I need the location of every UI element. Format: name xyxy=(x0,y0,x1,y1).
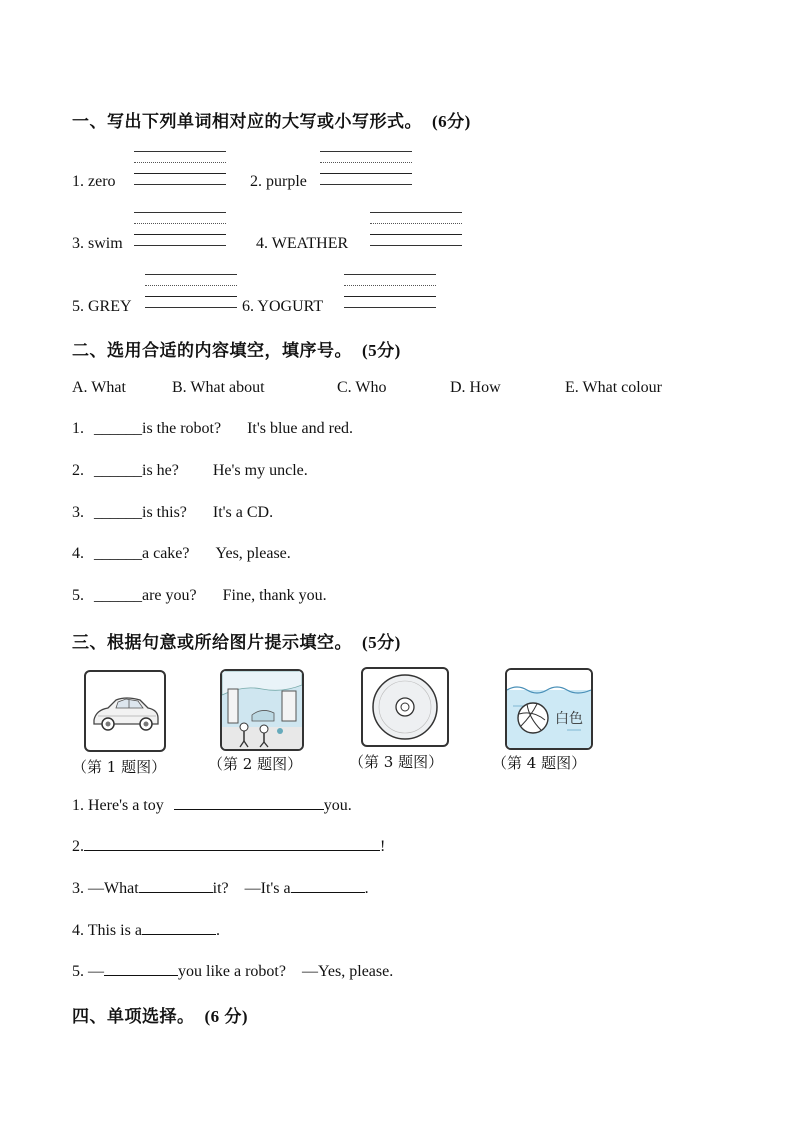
s1-item-word: WEATHER xyxy=(271,235,349,252)
section4-title: 四、单项选择。 xyxy=(72,1007,195,1026)
cd-icon xyxy=(363,669,447,745)
s3-text: 3. —What xyxy=(72,880,139,897)
s1-item-5 xyxy=(72,298,132,316)
s1-item-num: 5. xyxy=(72,298,84,315)
writing-lines-6[interactable] xyxy=(344,274,436,308)
picture-1-car xyxy=(84,670,166,752)
caption-3: （第 3 题图） xyxy=(349,753,444,771)
section4-points: (6 分) xyxy=(204,1007,249,1026)
option-b: B. What about xyxy=(172,379,265,396)
section1-title: 一、写出下列单词相对应的大写或小写形式。 xyxy=(72,112,422,131)
s1-item-word: swim xyxy=(88,235,123,252)
s3-item-2 xyxy=(72,836,385,856)
s2-question: is the robot? xyxy=(142,420,222,437)
option-d: D. How xyxy=(450,379,501,396)
answer-blank[interactable] xyxy=(104,961,178,976)
s3-text: ! xyxy=(380,838,386,855)
s3-text: 4. This is a xyxy=(72,922,142,939)
s3-text: . xyxy=(364,880,369,897)
s1-item-word: purple xyxy=(266,173,307,190)
option-a: A. What xyxy=(72,379,126,396)
s1-item-2 xyxy=(250,173,307,191)
s3-text: you like a robot? —Yes, please. xyxy=(178,963,394,980)
answer-blank[interactable] xyxy=(139,878,213,893)
s3-text: 1. Here's a toy xyxy=(72,797,168,814)
car-icon xyxy=(86,672,164,750)
s3-item-1 xyxy=(72,795,352,815)
picture-2-scene xyxy=(220,669,304,751)
s2-answer: He's my uncle. xyxy=(212,462,308,479)
caption-1: （第 1 题图） xyxy=(72,758,167,776)
section3-points: (5分) xyxy=(362,633,401,652)
section1-points: (6分) xyxy=(432,112,471,131)
answer-blank[interactable]: ______ xyxy=(94,587,142,604)
s2-item-3 xyxy=(72,504,273,522)
section3-heading xyxy=(72,628,401,653)
s1-item-1 xyxy=(72,173,116,191)
s3-text: 2. xyxy=(72,838,84,855)
section2-title: 二、选用合适的内容填空，填序号。 xyxy=(72,341,352,360)
section1-heading xyxy=(72,107,471,132)
answer-blank[interactable] xyxy=(291,878,365,893)
writing-lines-4[interactable] xyxy=(370,212,462,246)
writing-lines-2[interactable] xyxy=(320,151,412,185)
s1-item-3 xyxy=(72,235,123,253)
street-scene-icon xyxy=(222,671,302,749)
s3-item-5 xyxy=(72,961,393,981)
picture-3-cd xyxy=(361,667,449,747)
option-e: E. What colour xyxy=(565,379,663,396)
s2-item-2 xyxy=(72,462,308,480)
answer-blank[interactable] xyxy=(84,836,380,851)
answer-blank[interactable] xyxy=(174,795,324,810)
s1-item-word: zero xyxy=(88,173,116,190)
section2-heading xyxy=(72,336,401,361)
s2-num: 4. xyxy=(72,545,84,562)
option-c: C. Who xyxy=(337,379,387,396)
s2-num: 1. xyxy=(72,420,84,437)
s2-num: 2. xyxy=(72,462,84,479)
section4-heading xyxy=(72,1002,248,1027)
s2-question: is he? xyxy=(142,462,179,479)
s1-item-num: 3. xyxy=(72,235,84,252)
section3-title: 三、根据句意或所给图片提示填空。 xyxy=(72,633,352,652)
s1-item-word: GREY xyxy=(88,298,132,315)
s3-item-4 xyxy=(72,920,220,940)
s2-num: 5. xyxy=(72,587,84,604)
caption-4: （第 4 题图） xyxy=(492,754,587,772)
answer-blank[interactable]: ______ xyxy=(94,462,142,479)
s2-answer: Yes, please. xyxy=(215,545,291,562)
s3-text: you. xyxy=(323,797,352,814)
s3-text: it? —It's a xyxy=(212,880,291,897)
s2-answer: It's blue and red. xyxy=(247,420,354,437)
s2-answer: It's a CD. xyxy=(212,504,274,521)
s2-question: a cake? xyxy=(142,545,190,562)
caption-2: （第 2 题图） xyxy=(208,755,303,773)
s1-item-num: 6. xyxy=(242,298,254,315)
section2-points: (5分) xyxy=(362,341,401,360)
s2-item-5 xyxy=(72,587,327,605)
s1-item-word: YOGURT xyxy=(257,298,324,315)
s2-item-1 xyxy=(72,420,353,438)
color-label: 白色 xyxy=(555,711,583,727)
s3-text: . xyxy=(215,922,220,939)
s2-item-4 xyxy=(72,545,291,563)
s1-item-num: 2. xyxy=(250,173,262,190)
s2-num: 3. xyxy=(72,504,84,521)
s2-answer: Fine, thank you. xyxy=(222,587,327,604)
answer-blank[interactable]: ______ xyxy=(94,545,142,562)
answer-blank[interactable]: ______ xyxy=(94,504,142,521)
answer-blank[interactable]: ______ xyxy=(94,420,142,437)
s1-item-num: 1. xyxy=(72,173,84,190)
writing-lines-1[interactable] xyxy=(134,151,226,185)
writing-lines-3[interactable] xyxy=(134,212,226,246)
s1-item-4 xyxy=(256,235,348,253)
s1-item-6 xyxy=(242,298,323,316)
s3-item-3 xyxy=(72,878,369,898)
answer-blank[interactable] xyxy=(142,920,216,935)
s1-item-num: 4. xyxy=(256,235,268,252)
s3-text: 5. — xyxy=(72,963,104,980)
s2-question: is this? xyxy=(142,504,187,521)
picture-4-ball xyxy=(505,668,593,750)
s2-question: are you? xyxy=(142,587,197,604)
writing-lines-5[interactable] xyxy=(145,274,237,308)
